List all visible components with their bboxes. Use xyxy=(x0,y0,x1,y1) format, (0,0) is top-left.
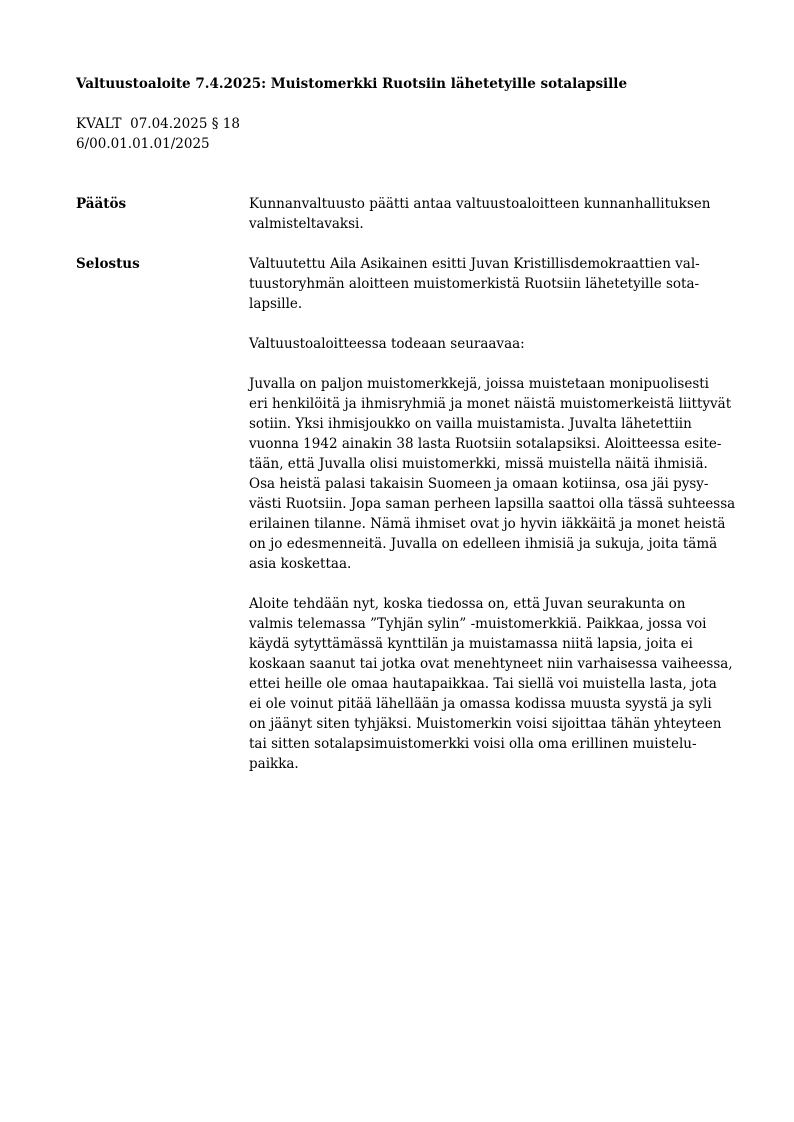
text-line: on jäänyt siten tyhjäksi. Muistomerkin voisi sijoittaa tähän yhteyteen xyxy=(249,716,722,732)
text-line: Valtuutettu Aila Asikainen esitti Juvan Kristillisdemokraattien val- xyxy=(249,256,700,272)
page-title: Valtuustoaloite 7.4.2025: Muistomerkki Ruotsiin lähetetyille sotalapsille xyxy=(76,76,628,92)
text-line: ettei heille ole omaa hautapaikkaa. Tai siellä voi muistella lasta, jota xyxy=(249,676,717,692)
text-line: Kunnanvaltuusto päätti antaa valtuustoaloitteen kunnanhallituksen xyxy=(249,196,711,212)
text-line: paikka. xyxy=(249,756,299,772)
record-number-line: 6/00.01.01.01/2025 xyxy=(76,136,210,152)
meeting-reference-line: KVALT 07.04.2025 § 18 xyxy=(76,116,240,132)
text-line: tään, että Juvalla olisi muistomerkki, missä muistella näitä ihmisiä. xyxy=(249,456,708,472)
text-line: vuonna 1942 ainakin 38 lasta Ruotsiin sotalapsiksi. Aloitteessa esite- xyxy=(249,436,722,452)
section-label-decision: Päätös xyxy=(76,196,127,212)
text-line: sotiin. Yksi ihmisjoukko on vailla muistamista. Juvalta lähetettiin xyxy=(249,416,692,432)
section-label-description: Selostus xyxy=(76,256,140,272)
text-line: käydä sytyttämässä kynttilän ja muistamassa niitä lapsia, joita ei xyxy=(249,636,693,652)
text-line: ei ole voinut pitää lähellään ja omassa kodissa muusta syystä ja syli xyxy=(249,696,712,712)
text-line: tai sitten sotalapsimuistomerkki voisi olla oma erillinen muistelu- xyxy=(249,736,697,752)
text-line: västi Ruotsiin. Jopa saman perheen lapsilla saattoi olla tässä suhteessa xyxy=(249,496,736,512)
meeting-reference xyxy=(76,114,240,154)
paragraph xyxy=(249,594,733,774)
text-line: erilainen tilanne. Nämä ihmiset ovat jo hyvin iäkkäitä ja monet heistä xyxy=(249,516,726,532)
paragraph xyxy=(249,334,729,354)
text-line: on jo edesmenneitä. Juvalla on edelleen ihmisiä ja sukuja, joita tämä xyxy=(249,536,718,552)
text-line: eri henkilöitä ja ihmisryhmiä ja monet näistä muistomerkeistä liittyvät xyxy=(249,396,732,412)
text-line: koskaan saanut tai jotka ovat menehtyneet niin varhaisessa vaiheessa, xyxy=(249,656,733,672)
section-body-description xyxy=(249,254,736,774)
text-line: asia koskettaa. xyxy=(249,556,352,572)
paragraph xyxy=(249,254,729,314)
text-line: tuustoryhmän aloitteen muistomerkistä Ruotsiin lähetetyille sota- xyxy=(249,276,700,292)
text-line: Juvalla on paljon muistomerkkejä, joissa muistetaan monipuolisesti xyxy=(249,376,710,392)
text-line: valmisteltavaksi. xyxy=(249,216,364,232)
text-line: lapsille. xyxy=(249,296,303,312)
text-line: Osa heistä palasi takaisin Suomeen ja omaan kotiinsa, osa jäi pysy- xyxy=(249,476,709,492)
text-line: Aloite tehdään nyt, koska tiedossa on, että Juvan seurakunta on xyxy=(249,596,686,612)
text-line: Valtuustoaloitteessa todeaan seuraavaa: xyxy=(249,336,525,352)
paragraph xyxy=(249,374,736,574)
section-body-decision xyxy=(249,194,729,234)
paragraph xyxy=(249,194,729,234)
text-line: valmis telemassa ”Tyhjän sylin” -muistomerkkiä. Paikkaa, jossa voi xyxy=(249,616,707,632)
